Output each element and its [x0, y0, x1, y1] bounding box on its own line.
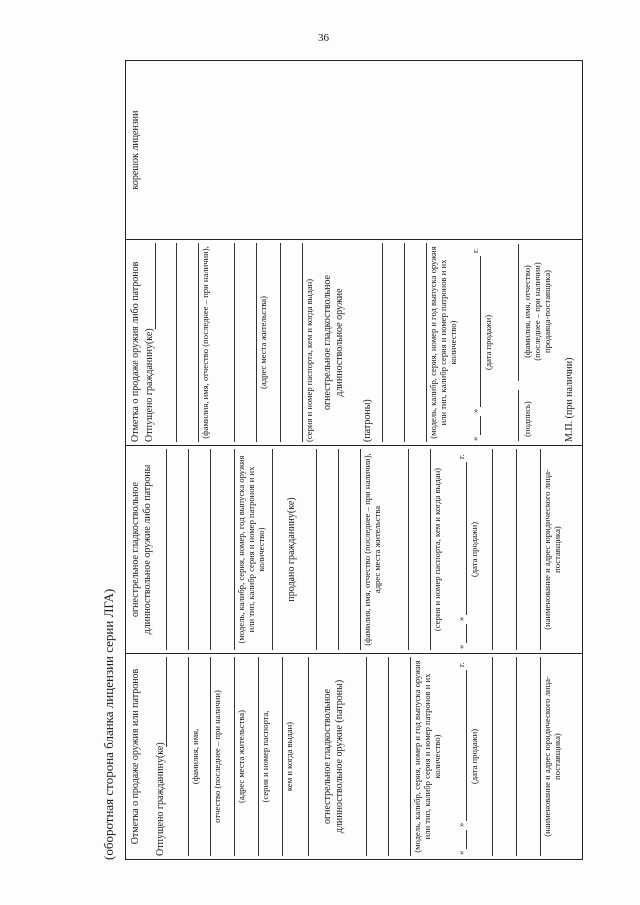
col1-line: [188, 657, 189, 856]
col3-passport-caption: (серия и номер паспорта, кем и когда выдан): [304, 278, 314, 442]
col1-line: [516, 657, 517, 856]
page-number: 36: [318, 32, 329, 44]
col3-line: [198, 243, 199, 442]
stub-title: корешок лицензии: [130, 110, 141, 190]
column-sale-note: [126, 653, 582, 859]
col2-line: [234, 449, 235, 650]
col3-day-line: [480, 416, 481, 435]
column-weapon: [126, 445, 582, 653]
col2-line: [166, 449, 167, 650]
col2-weapon-details: (модель, калибр, серия, номер, год выпуска оружия или тип, калибр серия и номер патронов и их количество): [236, 455, 266, 644]
form-caption: (оборотная сторона бланка лицензии серии ЛГА): [101, 588, 116, 860]
col1-line: [234, 657, 235, 856]
col2-sale-date-caption: (дата продажи): [469, 521, 479, 578]
col3-signature-line: [518, 390, 519, 441]
col1-date-close: »: [456, 822, 466, 827]
col3-patrons: (патроны): [362, 399, 373, 442]
col2-line: [272, 449, 273, 650]
col2-line: [338, 449, 339, 650]
col2-day-line: [466, 624, 467, 643]
col2-line: [430, 449, 431, 650]
col3-month-line: [480, 256, 481, 407]
col1-line: [492, 657, 493, 856]
col3-issued-label: Отпущено гражданину(ке): [144, 328, 155, 442]
col3-line: [234, 243, 235, 442]
col3-line: [302, 243, 303, 442]
col1-seller-caption: (наименование и адрес юридического лица-поставщика): [542, 676, 562, 837]
col1-patronymic-caption: отчество (последнее – при наличии): [212, 690, 222, 823]
col2-date-open: «: [456, 644, 466, 649]
col1-issued-label: Отпущено гражданину(ке): [155, 742, 166, 856]
col1-passport-caption: (серия и номер паспорта,: [260, 710, 270, 803]
col2-line: [492, 449, 493, 650]
col3-sale-date-caption: (дата продажи): [483, 314, 493, 371]
col2-year: г.: [456, 454, 466, 459]
col1-line: [282, 657, 283, 856]
col2-line: [516, 449, 517, 650]
col1-weapon-type: огнестрельное гладкоствольное длинноствольное оружие (патроны): [322, 679, 345, 834]
col1-sale-date-caption: (дата продажи): [469, 728, 479, 785]
col3-line: [426, 243, 427, 442]
col3-date-open: «: [470, 436, 480, 441]
col3-line: [280, 243, 281, 442]
col1-header: Отметка о продаже оружия или патронов: [130, 668, 141, 845]
col2-header: огнестрельное гладкоствольное длинноствольное оружие либо патроны: [130, 464, 153, 635]
col1-line: [366, 657, 367, 856]
col2-line: [316, 449, 317, 650]
col2-seller-caption: (наименование и адрес юридического лица-поставщика): [542, 469, 562, 630]
col1-line: [210, 657, 211, 856]
col1-day-line: [466, 830, 467, 849]
col1-issuedby-caption: кем и когда выдан): [284, 721, 294, 792]
col1-month-line: [466, 670, 467, 821]
col3-date-close: »: [470, 408, 480, 413]
col1-line: [308, 657, 309, 856]
col1-date-open: «: [456, 850, 466, 855]
rotated-form: [98, 60, 588, 860]
col2-date-close: »: [456, 616, 466, 621]
col2-line: [540, 449, 541, 650]
col3-seller-line: [518, 244, 519, 381]
col1-issued-line: [166, 657, 167, 747]
col3-weapon-details: (модель, калибр, серия, номер и год выпуска оружия или тип, калибр серия и номер патронов и их количество): [428, 246, 458, 439]
col2-line: [188, 449, 189, 650]
col3-line: [176, 243, 177, 442]
col2-passport-caption: (серия и номер паспорта, кем и когда выдан): [432, 467, 442, 632]
col1-line: [388, 657, 389, 856]
col1-name-caption: (фамилия, имя,: [190, 728, 200, 785]
col3-line: [256, 243, 257, 442]
col3-line: [382, 243, 383, 442]
col1-line: [258, 657, 259, 856]
col1-line: [410, 657, 411, 856]
column-license-stub: [126, 61, 582, 239]
col2-line: [408, 449, 409, 650]
col3-seller-fio-caption: (фамилия, имя, отчество) (последнее – при наличии) продавца-поставщика): [522, 262, 552, 361]
col3-fio-caption: (фамилия, имя, отчество (последнее – при наличии),: [200, 246, 210, 439]
col3-stamp: М.П. (при наличии): [564, 357, 575, 442]
col2-buyer-caption: (фамилия, имя, отчество (последнее – при наличии), адрес места жительства: [362, 453, 382, 646]
col3-issued-line: [155, 243, 156, 329]
col3-header: Отметка о продаже оружия либо патронов: [130, 261, 141, 442]
col2-line: [360, 449, 361, 650]
col1-address-caption: (адрес места жительства): [236, 710, 246, 803]
col3-line: [404, 243, 405, 442]
col2-line: [210, 449, 211, 650]
license-back-table: [125, 60, 583, 860]
col3-address-caption: (адрес места жительства): [258, 296, 268, 389]
col3-signature-caption: (подпись): [522, 401, 532, 437]
col2-month-line: [466, 462, 467, 615]
col1-line: [540, 657, 541, 856]
col1-weapon-details: (модель, калибр, серия, номер и год выпуска оружия или тип, калибр серия и номер патронов и их количество): [412, 660, 442, 853]
col2-sold-to: продано гражданину(ке): [286, 497, 297, 602]
col3-weapon-type: огнестрельное гладкоствольное длинноствольное оружие: [322, 275, 345, 410]
col1-year: г.: [456, 662, 466, 667]
col3-year: г.: [470, 248, 480, 253]
column-sale-note-2: [126, 239, 582, 445]
